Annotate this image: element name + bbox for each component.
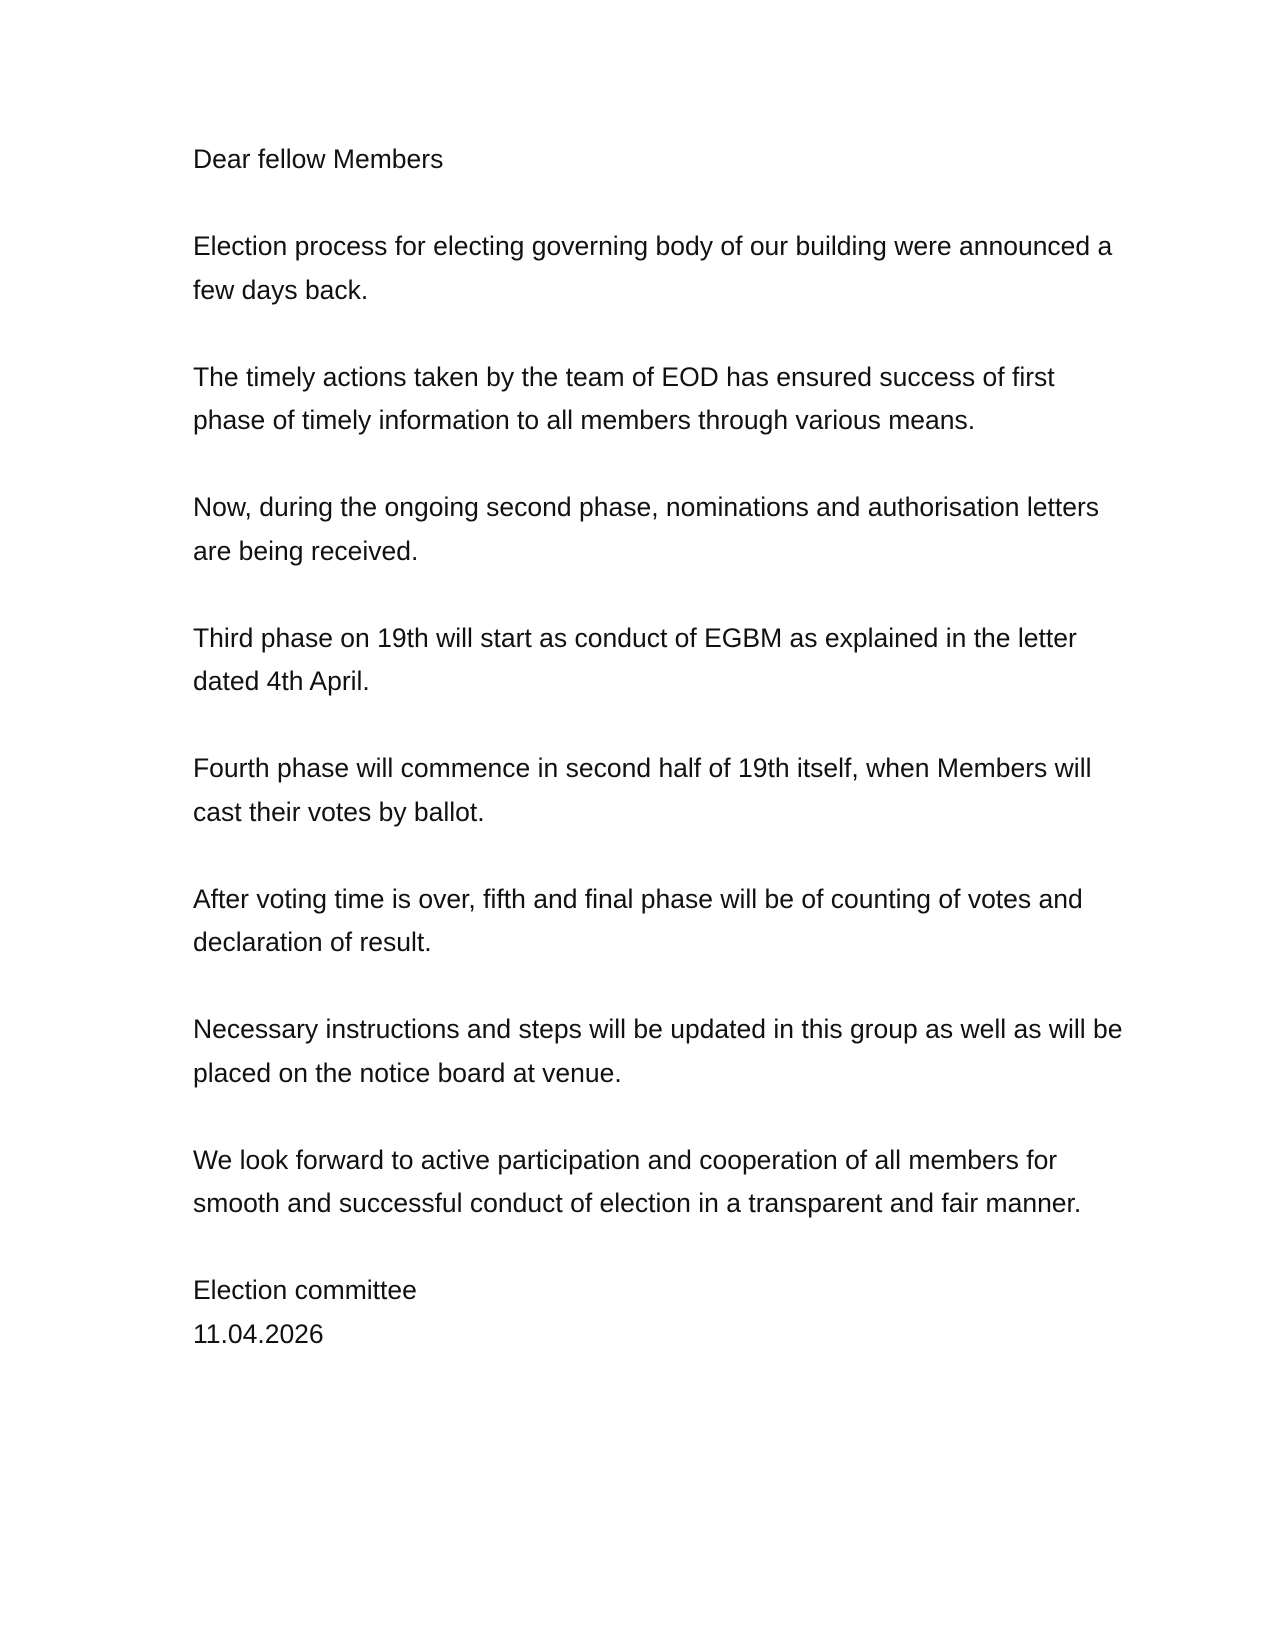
- signature-block: [193, 1269, 1123, 1356]
- paragraph-third-phase: Third phase on 19th will start as conduct of EGBM as explained in the letter dated 4th April.: [193, 622, 1077, 696]
- signatory: Election committee: [193, 1275, 417, 1305]
- paragraph-second-phase: Now, during the ongoing second phase, nominations and authorisation letters are being received.: [193, 492, 1100, 566]
- salutation: Dear fellow Members: [193, 144, 444, 174]
- paragraph-instructions: Necessary instructions and steps will be updated in this group as well as will be placed on the notice board at venue.: [193, 1014, 1123, 1088]
- letter-date: 11.04.2026: [193, 1318, 324, 1349]
- paragraph-fifth-phase: After voting time is over, fifth and final phase will be of counting of votes and declaration of result.: [193, 883, 1083, 957]
- paragraph-participation: We look forward to active participation and cooperation of all members for smooth and successful conduct of election in a transparent and fair manner.: [193, 1144, 1082, 1218]
- letter-body: [193, 138, 1123, 1356]
- paragraph-election-announcement: Election process for electing governing body of our building were announced a few days back.: [193, 231, 1113, 305]
- paragraph-fourth-phase: Fourth phase will commence in second half of 19th itself, when Members will cast their votes by ballot.: [193, 753, 1092, 827]
- paragraph-first-phase: The timely actions taken by the team of EOD has ensured success of first phase of timely information to all members through various means.: [193, 361, 1055, 435]
